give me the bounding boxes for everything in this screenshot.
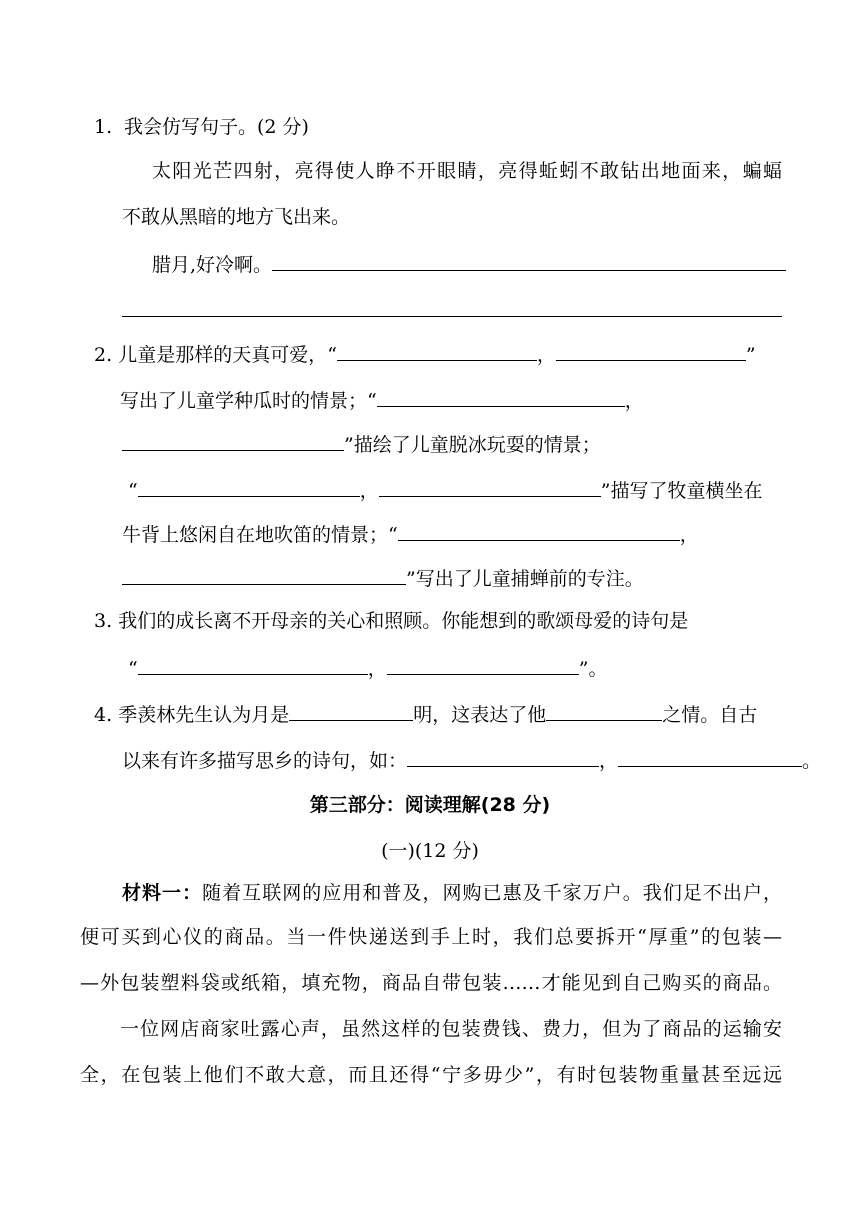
q3-blank-2[interactable] (387, 658, 579, 675)
material-line5: 全，在包装上他们不敢大意，而且还得“宁多毋少”，有时包装物重量甚至远远 (80, 1064, 782, 1086)
q4-blank-3[interactable] (407, 750, 599, 767)
q4-blank-4[interactable] (618, 750, 802, 767)
q1-prompt-text: 腊月,好冷啊。 (152, 254, 273, 276)
material-line1 (122, 884, 782, 903)
q2-blank-8[interactable] (122, 568, 406, 585)
q1-answer-blank-1[interactable] (272, 254, 786, 271)
section-subtitle: (一)(12 分) (381, 840, 479, 862)
q1-title: 我会仿写句子。(2 分) (124, 116, 309, 138)
q4-text-b: 明，这表达了他 (413, 704, 547, 726)
q3-line1 (94, 612, 688, 631)
material-label: 材料一： (122, 882, 203, 904)
q1-example-line1: 太阳光芒四射，亮得使人睁不开眼睛，亮得蚯蚓不敢钻出地面来，蝙蝠 (152, 160, 782, 182)
q2-line3-text: ”描绘了儿童脱冰玩耍的情景； (344, 434, 601, 456)
q1-answer-blank-2[interactable] (122, 316, 782, 317)
q2-line4-text: ”描写了牧童横坐在 (600, 480, 763, 502)
material-line3: —外包装塑料袋或纸箱，填充物，商品自带包装……才能见到自己购买的商品。 (80, 972, 782, 994)
q2-blank-6[interactable] (379, 480, 601, 497)
q2-comma-2: ， (624, 390, 644, 412)
q2-comma-3: ， (359, 480, 379, 502)
section-title: 第三部分：阅读理解(28 分) (309, 794, 551, 816)
q3-blank-1[interactable] (138, 658, 368, 675)
q2-blank-7[interactable] (398, 524, 680, 541)
q3-number: 3. (94, 610, 113, 632)
q4-comma: ， (599, 750, 619, 772)
q1-example-line2: 不敢从黑暗的地方飞出来。 (122, 206, 351, 228)
q4-number: 4. (94, 704, 113, 726)
q4-end: 。 (802, 750, 822, 772)
q1-prompt (152, 254, 786, 275)
q3-comma: ， (367, 658, 387, 680)
q2-comma-4: ， (679, 524, 699, 546)
q2-line2 (120, 390, 644, 411)
q2-blank-3[interactable] (377, 390, 625, 407)
q4-line2 (122, 750, 821, 771)
q4-text-a: 季羡林先生认为月是 (118, 704, 290, 726)
q4-blank-2[interactable] (546, 704, 662, 721)
q2-lead: 儿童是那样的天真可爱，“ (118, 344, 337, 366)
q2-line6-text: ”写出了儿童捕蝉前的专注。 (406, 568, 644, 590)
q2-number: 2. (94, 344, 113, 366)
q2-line6 (122, 568, 644, 589)
material-line4: 一位网店商家吐露心声，虽然这样的包装费钱、费力，但为了商品的运输安 (120, 1018, 782, 1040)
q2-blank-1[interactable] (337, 344, 537, 361)
q2-line5 (122, 524, 699, 545)
q2-line3 (122, 434, 601, 455)
q4-blank-1[interactable] (289, 704, 413, 721)
material-line2: 便可买到心仪的商品。当一件快递送到手上时，我们总要拆开“厚重”的包装— (80, 926, 782, 948)
q2-line4 (128, 480, 762, 501)
q3-end: ”。 (578, 658, 608, 680)
q2-close-quote-1: ” (745, 344, 756, 366)
material-line1-text: 随着互联网的应用和普及，网购已惠及千家万户。我们足不出户， (202, 882, 782, 904)
q2-line1 (94, 344, 756, 365)
q2-blank-5[interactable] (138, 480, 360, 497)
q2-comma-1: ， (536, 344, 556, 366)
q4-line1 (94, 704, 757, 725)
q4-text-c: 之情。自古 (662, 704, 758, 726)
q3-line2 (128, 658, 607, 679)
q4-line2-text: 以来有许多描写思乡的诗句，如： (122, 750, 408, 772)
q2-blank-4[interactable] (122, 434, 344, 451)
q3-text: 我们的成长离不开母亲的关心和照顾。你能想到的歌颂母爱的诗句是 (118, 610, 689, 632)
q2-open-quote-2: “ (128, 480, 138, 502)
q2-line2-text: 写出了儿童学种瓜时的情景；“ (120, 390, 377, 412)
q2-blank-2[interactable] (556, 344, 746, 361)
q1-number: 1. (94, 116, 113, 138)
q2-line5-text: 牛背上悠闲自在地吹笛的情景；“ (122, 524, 398, 546)
q3-open-quote: “ (128, 658, 138, 680)
